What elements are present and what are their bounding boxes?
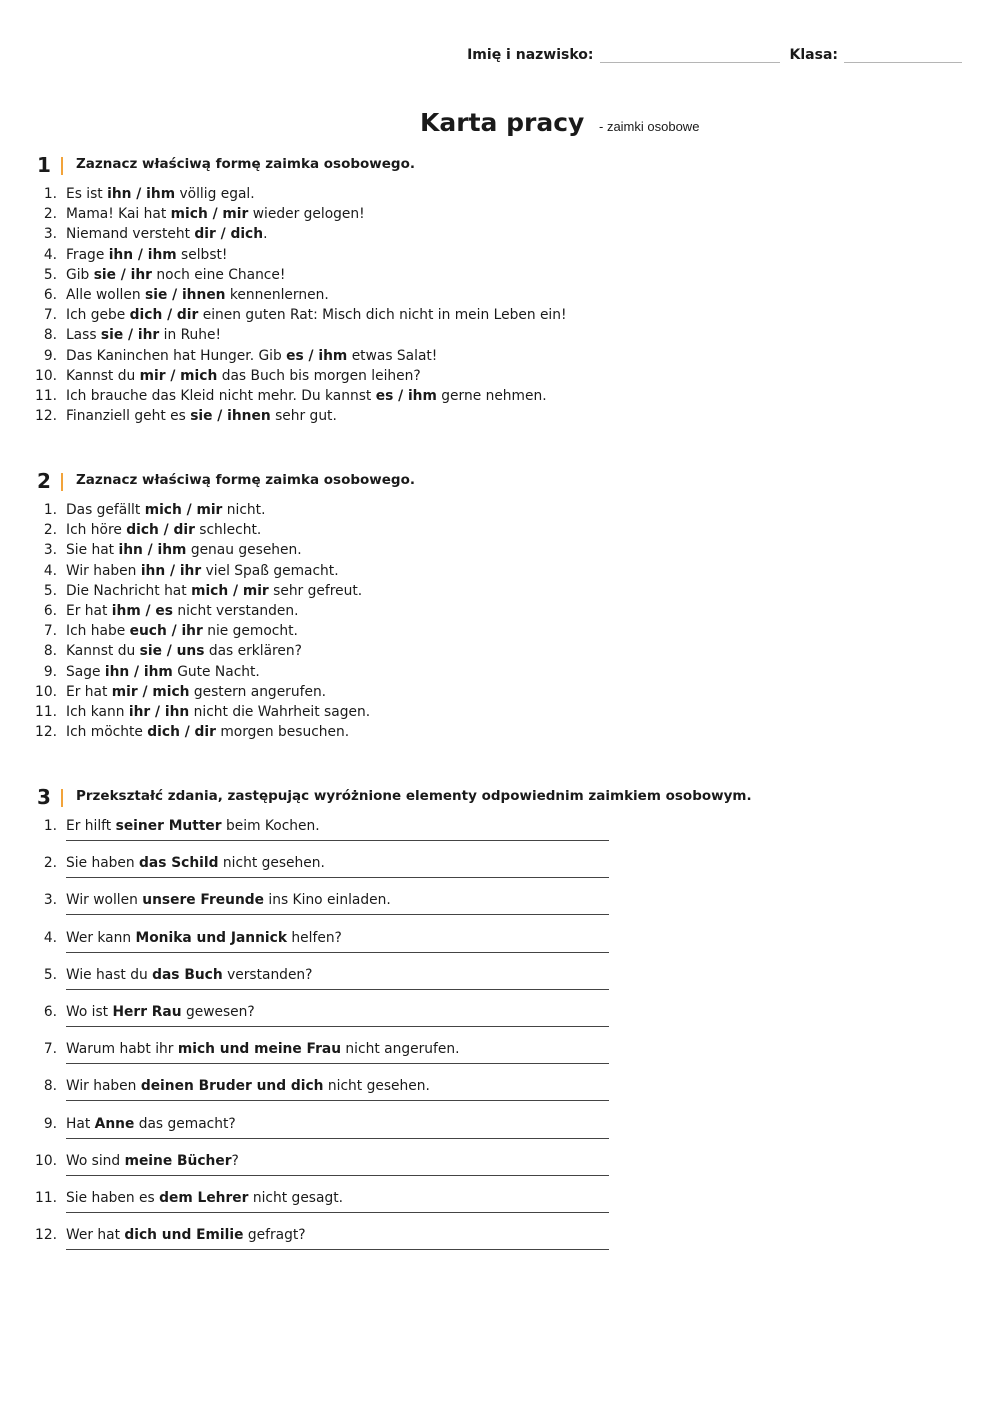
list-item [0, 1225, 1000, 1262]
sentence-prefix: Das gefällt [66, 502, 141, 518]
sentence-prefix: Wie hast du [66, 966, 148, 983]
sentence-suffix: nie gemocht. [207, 623, 298, 640]
exercise-items [0, 500, 1000, 742]
highlighted-phrase: ihn / ihm [108, 246, 177, 263]
sentence-suffix: nicht verstanden. [177, 602, 299, 619]
answer-line[interactable] [66, 1249, 609, 1250]
item-number: 2. [43, 855, 57, 872]
item-sentence [66, 285, 329, 305]
list-item [0, 520, 1000, 540]
item-number: 7. [43, 623, 57, 640]
sentence-suffix: das gemacht? [138, 1115, 236, 1132]
item-sentence [66, 722, 349, 742]
exercise-accent-bar [61, 157, 63, 175]
list-item [0, 581, 1000, 601]
list-item [0, 853, 1000, 890]
list-item [0, 245, 1000, 265]
exercise-instruction: Zaznacz właściwą formę zaimka osobowego. [76, 156, 415, 172]
item-sentence [66, 520, 261, 540]
item-sentence [66, 305, 567, 325]
list-item [0, 224, 1000, 244]
item-number: 2. [43, 206, 57, 223]
item-number: 1. [43, 186, 57, 202]
list-item [0, 702, 1000, 722]
exercise-header [0, 153, 1000, 179]
sentence-suffix: sehr gut. [275, 408, 337, 425]
item-number: 6. [43, 286, 57, 303]
list-item [0, 305, 1000, 325]
sentence-suffix: nicht gesehen. [327, 1078, 430, 1095]
sentence-suffix: nicht. [226, 502, 266, 518]
sentence-prefix: Ich kann [66, 703, 125, 720]
highlighted-phrase: mich / mir [191, 582, 269, 599]
highlighted-phrase: mir / mich [111, 683, 190, 700]
item-sentence [66, 1188, 343, 1208]
item-number: 9. [43, 1115, 57, 1132]
sentence-prefix: Alle wollen [66, 286, 141, 303]
item-sentence [66, 265, 285, 285]
item-sentence [66, 325, 221, 345]
list-item [0, 386, 1000, 406]
sentence-suffix: nicht gesagt. [252, 1189, 344, 1206]
highlighted-phrase: Herr Rau [112, 1003, 182, 1020]
sentence-prefix: Wir wollen [66, 892, 138, 909]
exercise-2 [0, 469, 1000, 742]
sentence-suffix: einen guten Rat: Misch dich nicht in mein Leben ein! [202, 307, 567, 324]
sentence-prefix: Ich gebe [66, 307, 126, 324]
item-number: 2. [43, 522, 57, 539]
answer-line[interactable] [66, 952, 609, 953]
highlighted-phrase: seiner Mutter [115, 818, 222, 834]
highlighted-phrase: ihm / es [111, 602, 173, 619]
item-number: 10. [35, 367, 57, 384]
highlighted-phrase: sie / uns [139, 643, 205, 660]
list-item [0, 816, 1000, 853]
item-sentence [66, 682, 326, 702]
sentence-prefix: Mama! Kai hat [66, 206, 167, 223]
exercise-instruction: Zaznacz właściwą formę zaimka osobowego. [76, 472, 415, 488]
list-item [0, 325, 1000, 345]
item-sentence [66, 406, 337, 426]
item-number: 5. [43, 966, 57, 983]
item-sentence [66, 581, 362, 601]
sentence-suffix: nicht angerufen. [345, 1041, 460, 1058]
highlighted-phrase: dich und Emilie [124, 1227, 244, 1244]
item-number: 10. [35, 683, 57, 700]
item-sentence [66, 224, 267, 244]
highlighted-phrase: Anne [94, 1115, 135, 1132]
answer-line[interactable] [66, 989, 609, 990]
sentence-prefix: Wir haben [66, 562, 137, 579]
item-number: 1. [43, 818, 57, 834]
exercise-number: 2 [37, 469, 51, 493]
sentence-prefix: Sage [66, 663, 101, 680]
sentence-prefix: Er hilft [66, 818, 112, 834]
list-item [0, 662, 1000, 682]
highlighted-phrase: das Schild [139, 855, 219, 872]
sentence-suffix: in Ruhe! [163, 327, 222, 344]
list-item [0, 621, 1000, 641]
item-number: 5. [43, 266, 57, 283]
exercise-instruction: Przekształć zdania, zastępując wyróżnione elementy odpowiednim zaimkiem osobowym. [76, 788, 752, 804]
student-info-line [467, 46, 962, 63]
sentence-prefix: Gib [66, 266, 90, 283]
sentence-suffix: wieder gelogen! [252, 206, 365, 223]
list-item [0, 1114, 1000, 1151]
list-item [0, 366, 1000, 386]
list-item [0, 204, 1000, 224]
item-number: 12. [35, 1227, 57, 1244]
highlighted-phrase: mich und meine Frau [177, 1041, 342, 1058]
sentence-prefix: Niemand versteht [66, 226, 190, 243]
highlighted-phrase: dich / dir [147, 724, 216, 741]
list-item [0, 601, 1000, 621]
list-item [0, 928, 1000, 965]
class-label: Klasa: [789, 47, 838, 63]
sentence-prefix: Das Kaninchen hat Hunger. Gib [66, 347, 282, 364]
sentence-prefix: Wir haben [66, 1078, 137, 1095]
item-sentence [66, 816, 320, 836]
list-item [0, 965, 1000, 1002]
list-item [0, 890, 1000, 927]
class-blank-line [844, 46, 962, 63]
item-number: 10. [35, 1152, 57, 1169]
sentence-suffix: gefragt? [247, 1227, 306, 1244]
answer-line[interactable] [66, 1026, 609, 1027]
sentence-suffix: gestern angerufen. [193, 683, 327, 700]
item-number: 8. [43, 327, 57, 344]
highlighted-phrase: Monika und Jannick [135, 929, 288, 946]
item-sentence [66, 1225, 306, 1245]
exercise-items [0, 184, 1000, 426]
highlighted-phrase: dem Lehrer [159, 1189, 249, 1206]
sentence-suffix: verstanden? [227, 966, 313, 983]
sentence-prefix: Ich brauche das Kleid nicht mehr. Du kannst [66, 387, 372, 404]
worksheet-subtitle: - zaimki osobowe [599, 119, 700, 134]
sentence-prefix: Wo sind [66, 1152, 121, 1169]
list-item [0, 561, 1000, 581]
sentence-prefix: Es ist [66, 186, 103, 202]
sentence-prefix: Finanziell geht es [66, 408, 186, 425]
answer-line[interactable] [66, 1063, 609, 1064]
exercise-items [0, 816, 1000, 1262]
item-sentence [66, 1002, 255, 1022]
highlighted-phrase: mich / mir [144, 502, 223, 518]
item-number: 8. [43, 643, 57, 660]
sentence-prefix: Warum habt ihr [66, 1041, 174, 1058]
item-sentence [66, 662, 260, 682]
highlighted-phrase: sie / ihr [100, 327, 160, 344]
item-sentence [66, 702, 370, 722]
sentence-suffix: ? [231, 1152, 239, 1169]
sentence-prefix: Die Nachricht hat [66, 582, 187, 599]
sentence-suffix: nicht die Wahrheit sagen. [193, 703, 371, 720]
highlighted-phrase: ihn / ihr [140, 562, 202, 579]
sentence-suffix: . [263, 226, 268, 243]
answer-line[interactable] [66, 877, 609, 878]
list-item [0, 346, 1000, 366]
highlighted-phrase: dich / dir [126, 522, 195, 539]
sentence-suffix: viel Spaß gemacht. [205, 562, 339, 579]
exercise-header [0, 785, 1000, 811]
sentence-suffix: helfen? [291, 929, 342, 946]
item-sentence [66, 245, 227, 265]
sentence-suffix: kennenlernen. [229, 286, 329, 303]
sentence-prefix: Lass [66, 327, 97, 344]
item-number: 6. [43, 602, 57, 619]
exercise-number: 3 [37, 785, 51, 809]
worksheet-title: Karta pracy [420, 108, 585, 137]
item-number: 3. [43, 226, 57, 243]
highlighted-phrase: ihn / ihm [104, 663, 173, 680]
item-sentence [66, 601, 299, 621]
item-sentence [66, 1114, 236, 1134]
exercise-3 [0, 785, 1000, 1262]
highlighted-phrase: es / ihm [286, 347, 348, 364]
sentence-suffix: morgen besuchen. [220, 724, 350, 741]
sentence-prefix: Wer kann [66, 929, 132, 946]
sentence-prefix: Hat [66, 1115, 91, 1132]
list-item [0, 265, 1000, 285]
list-item [0, 1151, 1000, 1188]
exercise-1 [0, 153, 1000, 426]
answer-line[interactable] [66, 1175, 609, 1176]
item-number: 12. [35, 724, 57, 741]
answer-line[interactable] [66, 1100, 609, 1101]
highlighted-phrase: euch / ihr [129, 623, 203, 640]
highlighted-phrase: sie / ihnen [190, 408, 271, 425]
item-number: 11. [35, 387, 57, 404]
highlighted-phrase: dir / dich [194, 226, 264, 243]
highlighted-phrase: ihr / ihn [128, 703, 190, 720]
item-number: 9. [43, 347, 57, 364]
list-item [0, 406, 1000, 426]
sentence-suffix: sehr gefreut. [273, 582, 363, 599]
sentence-prefix: Ich möchte [66, 724, 143, 741]
item-sentence [66, 366, 421, 386]
sentence-suffix: selbst! [181, 246, 228, 263]
item-sentence [66, 965, 313, 985]
highlighted-phrase: meine Bücher [124, 1152, 232, 1169]
highlighted-phrase: mir / mich [139, 367, 218, 384]
sentence-suffix: schlecht. [199, 522, 262, 539]
highlighted-phrase: das Buch [152, 966, 223, 983]
item-sentence [66, 346, 437, 366]
highlighted-phrase: sie / ihnen [145, 286, 226, 303]
item-number: 1. [43, 502, 57, 518]
sentence-suffix: beim Kochen. [226, 818, 320, 834]
sentence-suffix: gerne nehmen. [441, 387, 547, 404]
exercise-accent-bar [61, 789, 63, 807]
list-item [0, 184, 1000, 204]
sentence-suffix: nicht gesehen. [222, 855, 325, 872]
sentence-prefix: Er hat [66, 683, 108, 700]
sentence-prefix: Ich habe [66, 623, 126, 640]
list-item [0, 641, 1000, 661]
item-sentence [66, 853, 325, 873]
item-number: 7. [43, 1041, 57, 1058]
sentence-suffix: etwas Salat! [351, 347, 438, 364]
item-sentence [66, 500, 265, 520]
item-number: 8. [43, 1078, 57, 1095]
sentence-prefix: Wer hat [66, 1227, 120, 1244]
item-sentence [66, 184, 255, 204]
item-sentence [66, 641, 302, 661]
answer-line[interactable] [66, 914, 609, 915]
sentence-prefix: Wo ist [66, 1003, 109, 1020]
sentence-prefix: Ich höre [66, 522, 122, 539]
sentence-suffix: gewesen? [185, 1003, 255, 1020]
sentence-prefix: Er hat [66, 602, 108, 619]
item-number: 11. [35, 703, 57, 720]
highlighted-phrase: sie / ihr [93, 266, 152, 283]
highlighted-phrase: es / ihm [375, 387, 437, 404]
answer-line[interactable] [66, 1138, 609, 1139]
item-number: 3. [43, 892, 57, 909]
sentence-prefix: Sie haben es [66, 1189, 155, 1206]
sentence-prefix: Kannst du [66, 367, 136, 384]
item-sentence [66, 928, 342, 948]
item-number: 3. [43, 542, 57, 559]
sentence-prefix: Sie haben [66, 855, 135, 872]
highlighted-phrase: mich / mir [170, 206, 249, 223]
exercise-number: 1 [37, 153, 51, 177]
answer-line[interactable] [66, 840, 609, 841]
sentence-suffix: noch eine Chance! [156, 266, 286, 283]
item-number: 12. [35, 408, 57, 425]
item-number: 4. [43, 929, 57, 946]
sentence-suffix: das erklären? [208, 643, 302, 660]
highlighted-phrase: ihn / ihm [118, 542, 187, 559]
highlighted-phrase: unsere Freunde [142, 892, 265, 909]
highlighted-phrase: ihn / ihm [107, 186, 176, 202]
item-number: 11. [35, 1189, 57, 1206]
list-item [0, 540, 1000, 560]
item-number: 4. [43, 562, 57, 579]
item-number: 6. [43, 1003, 57, 1020]
item-number: 5. [43, 582, 57, 599]
item-number: 9. [43, 663, 57, 680]
sentence-suffix: genau gesehen. [190, 542, 302, 559]
list-item [0, 1039, 1000, 1076]
item-sentence [66, 1039, 459, 1059]
highlighted-phrase: dich / dir [129, 307, 199, 324]
item-sentence [66, 621, 298, 641]
answer-line[interactable] [66, 1212, 609, 1213]
list-item [0, 1002, 1000, 1039]
exercise-header [0, 469, 1000, 495]
list-item [0, 1188, 1000, 1225]
highlighted-phrase: deinen Bruder und dich [140, 1078, 324, 1095]
item-sentence [66, 204, 365, 224]
sentence-prefix: Frage [66, 246, 105, 263]
list-item [0, 1076, 1000, 1113]
name-label: Imię i nazwisko: [467, 47, 594, 63]
item-number: 4. [43, 246, 57, 263]
sentence-prefix: Kannst du [66, 643, 136, 660]
name-blank-line [600, 46, 780, 63]
sentence-suffix: völlig egal. [179, 186, 255, 202]
item-sentence [66, 1076, 430, 1096]
list-item [0, 285, 1000, 305]
item-sentence [66, 1151, 239, 1171]
list-item [0, 500, 1000, 520]
sentence-suffix: Gute Nacht. [177, 663, 260, 680]
list-item [0, 722, 1000, 742]
item-number: 7. [43, 307, 57, 324]
item-sentence [66, 561, 339, 581]
exercise-accent-bar [61, 473, 63, 491]
sentence-prefix: Sie hat [66, 542, 115, 559]
item-sentence [66, 890, 391, 910]
item-sentence [66, 540, 302, 560]
sentence-suffix: das Buch bis morgen leihen? [221, 367, 421, 384]
sentence-suffix: ins Kino einladen. [268, 892, 391, 909]
list-item [0, 682, 1000, 702]
item-sentence [66, 386, 547, 406]
